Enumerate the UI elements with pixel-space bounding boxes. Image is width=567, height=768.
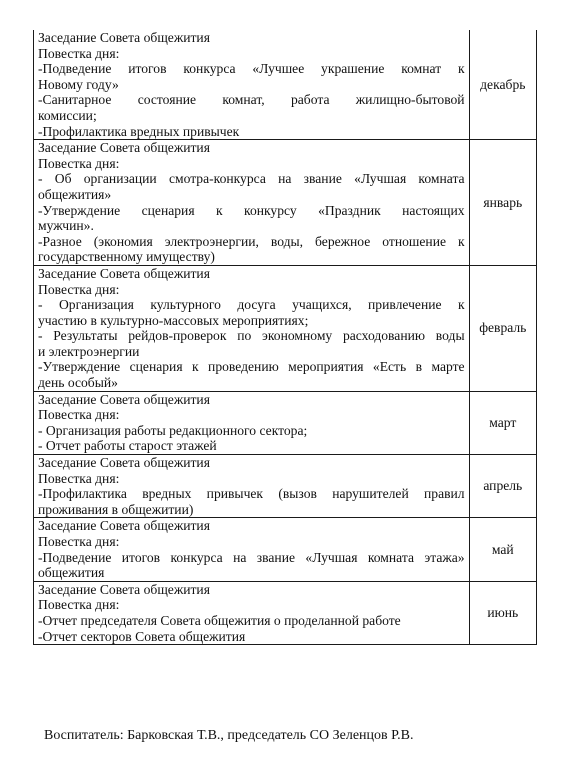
agenda-item: - Отчет работы старост этажей [38,438,217,454]
footer-signature: Воспитатель: Барковская Т.В., председатель СО Зеленцов Р.В. [44,728,414,743]
meeting-title: Заседание Совета общежития [38,265,210,281]
agenda-item: Новому году» [38,76,119,92]
meeting-title: Заседание Совета общежития [38,30,210,45]
agenda-heading: Повестка дня: [38,470,120,486]
agenda-item: -Профилактика вредных привычек (вызов нарушителей правил [38,486,465,502]
agenda-item: -Отчет секторов Совета общежития [38,628,246,644]
agenda-heading: Повестка дня: [38,155,120,171]
agenda-item: общежития» [38,186,112,202]
meeting-title: Заседание Совета общежития [38,140,210,156]
month-cell: июнь [469,581,536,644]
agenda-item: и электроэнергии [38,343,140,359]
plan-table [33,30,537,645]
plan-row [34,265,537,391]
agenda-cell [34,391,470,454]
agenda-item: - Результаты рейдов-проверок по экономному расходованию воды [38,328,465,344]
agenda-item: -Подведение итогов конкурса на звание «Лучшая комната этажа» [38,549,465,565]
plan-table-body [34,30,537,645]
agenda-item: -Разное (экономия электроэнергии, воды, бережное отношение к [38,233,465,249]
agenda-item: государственному имуществу) [38,249,215,265]
plan-row [34,455,537,518]
plan-row [34,518,537,581]
agenda-item: день особый» [38,375,118,391]
meeting-title: Заседание Совета общежития [38,391,210,407]
agenda-item: участию в культурно-массовых мероприятиях; [38,312,309,328]
agenda-item: -Подведение итогов конкурса «Лучшее украшение комнат к [38,61,465,77]
agenda-item: - Организация работы редакционного сектора; [38,422,308,438]
month-cell: май [469,518,536,581]
agenda-cell [34,455,470,518]
month-cell: февраль [469,265,536,391]
plan-row [34,391,537,454]
month-cell: январь [469,140,536,266]
agenda-heading: Повестка дня: [38,534,120,549]
agenda-heading: Повестка дня: [38,597,120,613]
agenda-heading: Повестка дня: [38,281,120,297]
month-cell: март [469,391,536,454]
agenda-item: -Санитарное состояние комнат, работа жилищно-бытовой [38,92,465,108]
month-cell: апрель [469,455,536,518]
agenda-item: -Утверждение сценария к проведению мероприятия «Есть в марте [38,359,465,375]
month-cell: декабрь [469,30,536,140]
agenda-heading: Повестка дня: [38,45,120,61]
agenda-item: - Об организации смотра-конкурса на звание «Лучшая комната [38,171,465,187]
plan-row [34,581,537,644]
agenda-item: мужчин». [38,218,94,234]
agenda-cell [34,518,470,581]
plan-row [34,140,537,266]
agenda-cell [34,30,470,140]
agenda-item: -Утверждение сценария к конкурсу «Праздник настоящих [38,202,465,218]
meeting-title: Заседание Совета общежития [38,518,210,534]
agenda-item: комиссии; [38,107,97,123]
agenda-heading: Повестка дня: [38,407,120,423]
meeting-title: Заседание Совета общежития [38,455,210,471]
agenda-item: -Профилактика вредных привычек [38,123,240,139]
agenda-item: проживания в общежитии) [38,501,194,517]
meeting-title: Заседание Совета общежития [38,581,210,597]
agenda-cell [34,265,470,391]
agenda-item: общежития [38,565,105,581]
agenda-item: - Организация культурного досуга учащихся, привлечение к [38,297,465,313]
agenda-cell [34,581,470,644]
agenda-cell [34,140,470,266]
plan-row [34,30,537,140]
agenda-item: -Отчет председателя Совета общежития о проделанной работе [38,612,401,628]
